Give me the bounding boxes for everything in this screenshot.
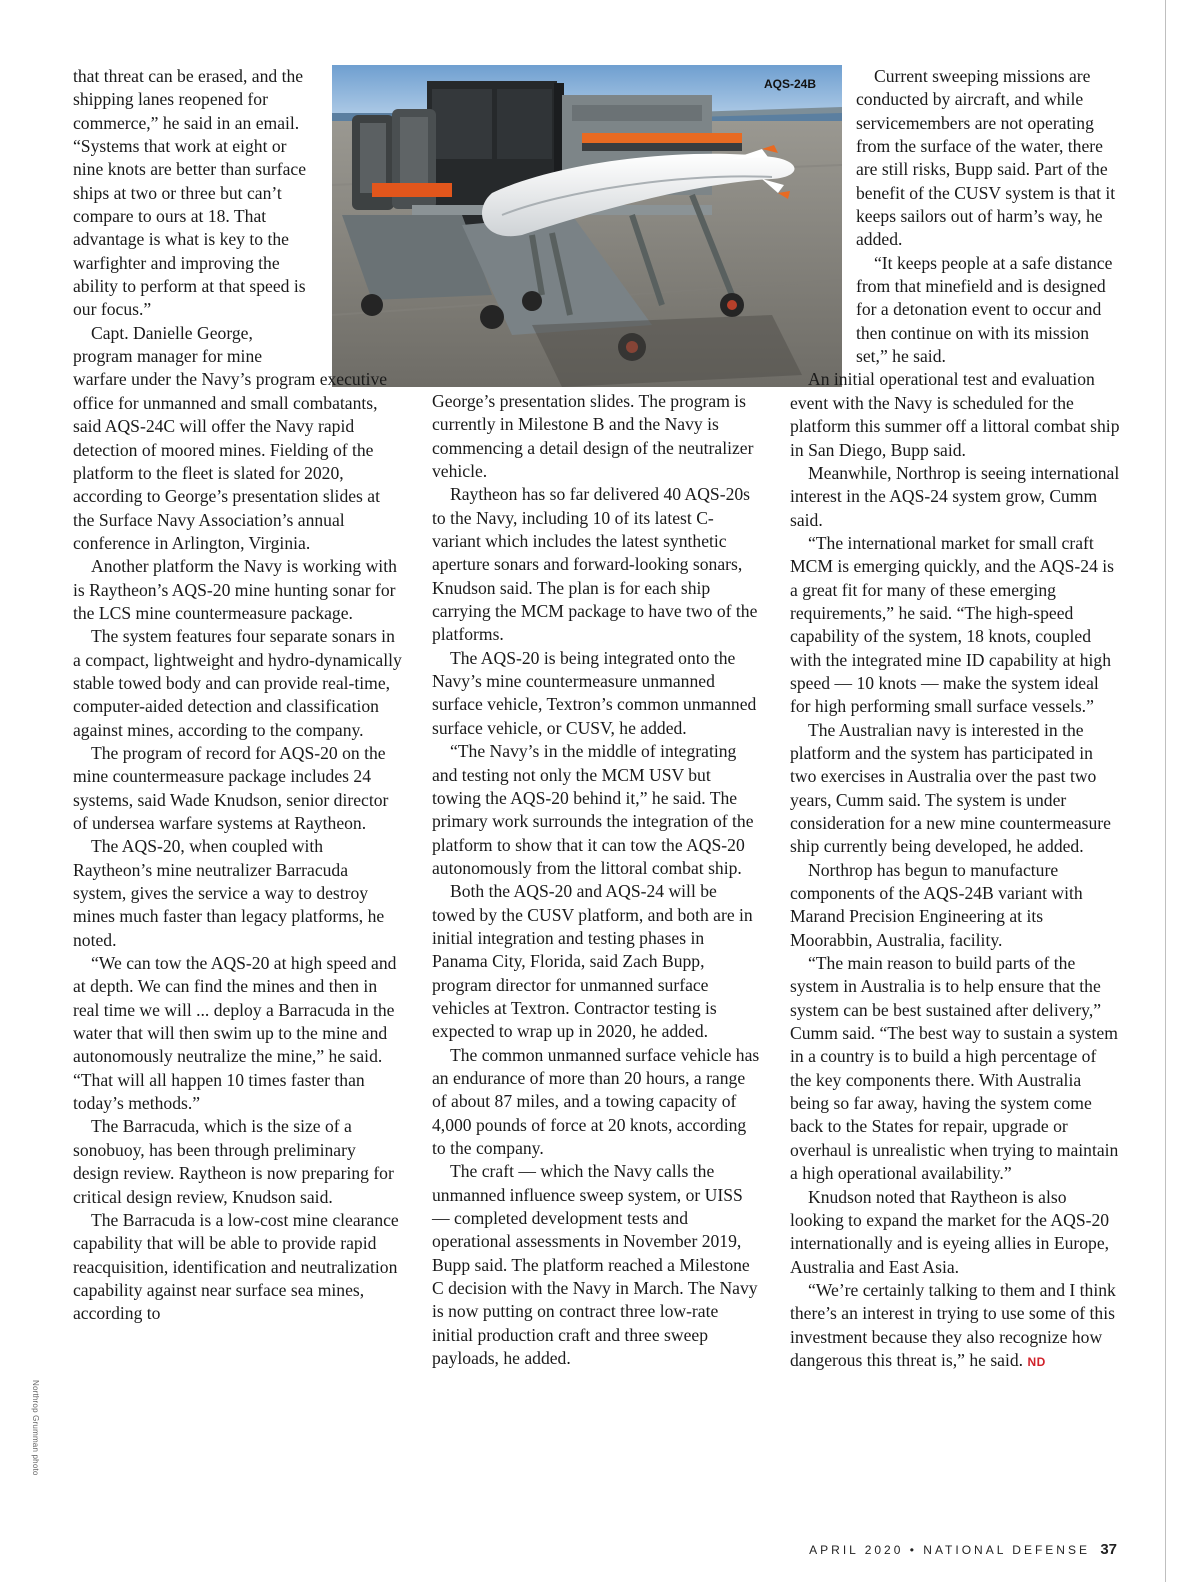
paragraph: The Barracuda, which is the size of a sonobuoy, has been through preliminary design review. Raytheon is now preparing for critical design review, Knudson said. bbox=[73, 1116, 394, 1207]
article-column-1 bbox=[73, 65, 403, 1326]
paragraph: that threat can be erased, and the shipping lanes reopened for commerce,” he said in an email. “Systems that work at eight or nine knots are better than surface ships at two or three but can’t compare to ours at 18. That advantage is what is key to the warfighter and improving the ability to perform at that speed is our focus.” bbox=[73, 66, 307, 320]
page-edge-rule bbox=[1165, 0, 1166, 1582]
issue-line: APRIL 2020 • NATIONAL DEFENSE bbox=[809, 1543, 1090, 1557]
paragraph: Capt. Danielle George, program manager for mine bbox=[73, 322, 263, 367]
paragraph: George’s presentation slides. The program is currently in Milestone B and the Navy is commencing a detail design of the neutralizer vehicle. bbox=[432, 391, 754, 482]
paragraph: The AQS-20 is being integrated onto the Navy’s mine countermeasure unmanned surface vehicle, Textron’s common unmanned surface vehicle, or CUSV, he added. bbox=[432, 647, 757, 738]
photo-credit: Northrop Grumman photo bbox=[31, 1380, 40, 1476]
sonar-equipment-illustration bbox=[332, 65, 842, 387]
paragraph: Northrop has begun to manufacture components of the AQS-24B variant with Marand Precision Engineering at its Moorabbin, Australia, facility. bbox=[790, 859, 1083, 950]
paragraph: “The Navy’s in the middle of integrating and testing not only the MCM USV but towing the AQS-20 behind it,” he said. The primary work surrounds the integration of the platform to show that it can tow the AQS-20 autonomously from the littoral combat ship. bbox=[432, 741, 754, 878]
paragraph: Another platform the Navy is working with is Raytheon’s AQS-20 mine hunting sonar for the LCS mine countermeasure package. bbox=[73, 556, 397, 623]
paragraph: Both the AQS-20 and AQS-24 will be towed by the CUSV platform, and both are in initial integration and testing phases in Panama City, Florida, said Zach Bupp, program director for unmanned surface vehicles at Textron. Contractor testing is expected to wrap up in 2020, he added. bbox=[432, 881, 753, 1042]
column-1-narrow-block bbox=[73, 65, 313, 368]
paragraph: warfare under the Navy’s program executive office for unmanned and small combatants, said AQS-24C will offer the Navy rapid detection of moored mines. Fielding of the platform to the fleet is slated for 2020, according to George’s presentation slides at the Surface Navy Association’s annual conference in Arlington, Virginia. bbox=[73, 369, 388, 553]
paragraph: The common unmanned surface vehicle has an endurance of more than 20 hours, a range of about 87 miles, and a towing capacity of 4,000 pounds of force at 20 knots, according to the company. bbox=[432, 1044, 760, 1158]
paragraph-text: “We’re certainly talking to them and I think there’s an interest in trying to use some of this investment because they also recognize how dangerous this threat is,” he said. bbox=[790, 1279, 1116, 1370]
paragraph: The craft — which the Navy calls the unmanned influence sweep system, or UISS — completed development tests and operational assessments in November 2019, Bupp said. The platform reached a Milestone C decision with the Navy in March. The Navy is now putting on contract three low-rate initial production craft and three sweep payloads, he added. bbox=[432, 1161, 758, 1369]
paragraph: “We can tow the AQS-20 at high speed and at depth. We can find the mines and then in real time we will ... deploy a Barracuda in the water that will then swim up to the mine and autonomously neutralize the mine,” he said. “That will all happen 10 times faster than today’s methods.” bbox=[73, 953, 397, 1114]
final-paragraph bbox=[790, 1279, 1120, 1374]
paragraph: The program of record for AQS-20 on the mine countermeasure package includes 24 systems, said Wade Knudson, senior director of undersea warfare systems at Raytheon. bbox=[73, 742, 389, 833]
paragraph: Raytheon has so far delivered 40 AQS-20s to the Navy, including 10 of its latest C-variant which includes the latest synthetic aperture sonars and forward-looking sonars, Knudson said. The plan is for each ship carrying the MCM package to have two of the platforms. bbox=[432, 484, 758, 645]
paragraph: The AQS-20, when coupled with Raytheon’s mine neutralizer Barracuda system, gives the service a way to destroy mines much faster than legacy platforms, he noted. bbox=[73, 836, 385, 950]
paragraph: An initial operational test and evaluation event with the Navy is scheduled for the platform this summer off a littoral combat ship in San Diego, Bupp said. bbox=[790, 369, 1120, 460]
page-footer bbox=[809, 1541, 1117, 1558]
paragraph: “The main reason to build parts of the system in Australia is to help ensure that the system can be best sustained after delivery,” Cumm said. “The best way to sustain a system in a country is to build a high percentage of the key components there. With Australia being so far away, having the system come back to the States for repair, upgrade or overhaul is unrealistic when trying to maintain a high operational availability.” bbox=[790, 953, 1119, 1184]
paragraph: “It keeps people at a safe distance from that minefield and is designed for a detonation event to occur and then continue on with its mission set,” he said. bbox=[856, 252, 1113, 367]
article-column-2 bbox=[432, 390, 762, 1370]
paragraph: “The international market for small craft MCM is emerging quickly, and the AQS-24 is a great fit for many of these emerging requirements,” he said. “The high-speed capability of the system, 18 knots, coupled with the integrated mine ID capability at high speed — 10 knots — make the system ideal for high performing small surface vessels.” bbox=[790, 532, 1115, 717]
photo-tag-label: AQS-24B bbox=[763, 77, 816, 91]
paragraph: Meanwhile, Northrop is seeing international interest in the AQS-24 system grow, Cumm said. bbox=[790, 462, 1120, 530]
column-3-narrow-block bbox=[856, 65, 1120, 368]
article-column-3 bbox=[790, 65, 1120, 1374]
page-number: 37 bbox=[1100, 1541, 1117, 1558]
paragraph: Knudson noted that Raytheon is also looking to expand the market for the AQS-20 internationally and is eyeing allies in Europe, Australia and East Asia. bbox=[790, 1186, 1110, 1277]
aqs-24b-photo bbox=[332, 65, 842, 387]
paragraph: The Barracuda is a low-cost mine clearance capability that will be able to provide rapid reacquisition, identification and neutralization capability against near surface sea mines, according to bbox=[73, 1209, 399, 1324]
paragraph: The Australian navy is interested in the platform and the system has participated in two exercises in Australia over the past two years, Cumm said. The system is under consideration for a new mine countermeasure ship currently being developed, he added. bbox=[790, 719, 1111, 857]
paragraph: The system features four separate sonars in a compact, lightweight and hydro-dynamically stable towed body and can provide real-time, computer-aided detection and classification against mines, according to the company. bbox=[73, 626, 402, 740]
paragraph: Current sweeping missions are conducted by aircraft, and while servicemembers are not operating from the surface of the water, there are still risks, Bupp said. Part of the benefit of the CUSV system is that it keeps sailors out of harm’s way, he added. bbox=[856, 66, 1116, 250]
end-mark-logo: ND bbox=[1027, 1354, 1046, 1369]
